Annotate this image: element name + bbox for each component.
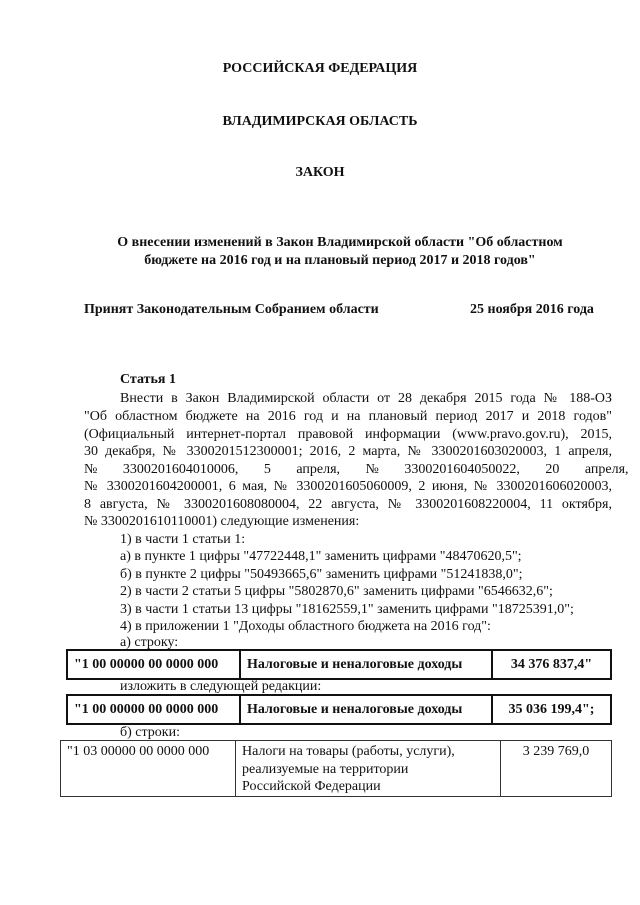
row-a-new-code: "1 00 00000 00 0000 000 xyxy=(67,695,240,724)
article-line-5: № 3300201604010006, 5 апреля, № 3300201604050022, 20 апреля, xyxy=(84,462,629,477)
article-line-3: (Официальный интернет-портал правовой информации (www.pravo.gov.ru), 2015, xyxy=(84,427,612,442)
header-federation: РОССИЙСКАЯ ФЕДЕРАЦИЯ xyxy=(222,61,418,76)
row-b-name-line-3: Российской Федерации xyxy=(242,779,381,794)
item-1: 1) в части 1 статьи 1: xyxy=(120,532,246,547)
item-1b: б) в пункте 2 цифры "50493665,6" заменить цифрами "51241838,0"; xyxy=(120,567,523,582)
table-row-a-old xyxy=(66,649,612,680)
table-row-a-new xyxy=(66,694,612,725)
law-title-line-1: О внесении изменений в Закон Владимирской области "Об областном xyxy=(117,235,563,250)
adoption-body: Принят Законодательным Собранием области xyxy=(84,302,379,317)
row-a-old-code: "1 00 00000 00 0000 000 xyxy=(67,650,240,679)
law-title-line-2: бюджете на 2016 год и на плановый период 2017 и 2018 годов" xyxy=(144,253,536,268)
article-line-4: 30 декабря, № 3300201512300001; 2016, 2 марта, № 3300201603020003, 1 апреля, xyxy=(84,444,612,459)
article-line-2: "Об областном бюджете на 2016 год и на плановый период 2017 и 2018 годов" xyxy=(84,409,612,424)
row-b-name xyxy=(236,741,501,797)
article-heading: Статья 1 xyxy=(120,372,176,387)
row-a-old-amount: 34 376 837,4" xyxy=(492,650,611,679)
item-4: 4) в приложении 1 "Доходы областного бюджета на 2016 год": xyxy=(120,619,491,634)
article-line-8: № 3300201610110001) следующие изменения: xyxy=(84,514,360,529)
article-line-1: Внести в Закон Владимирской области от 28 декабря 2015 года № 188-ОЗ xyxy=(120,391,612,406)
edit-note: изложить в следующей редакции: xyxy=(120,679,322,694)
item-3: 3) в части 1 статьи 13 цифры "18162559,1" заменить цифрами "18725391,0"; xyxy=(120,602,574,617)
table-row-b xyxy=(60,740,612,797)
row-b-code: "1 03 00000 00 0000 000 xyxy=(61,741,236,797)
row-a-old-name: Налоговые и неналоговые доходы xyxy=(240,650,492,679)
article-line-7: 8 августа, № 3300201608080004, 22 августа, № 3300201608220004, 11 октября, xyxy=(84,497,612,512)
row-a-new-amount: 35 036 199,4"; xyxy=(492,695,611,724)
item-2: 2) в части 2 статьи 5 цифры "5802870,6" заменить цифрами "6546632,6"; xyxy=(120,584,553,599)
row-b-name-line-2: реализуемые на территории xyxy=(242,761,409,777)
item-4b: б) строки: xyxy=(120,725,180,740)
header-region: ВЛАДИМИРСКАЯ ОБЛАСТЬ xyxy=(222,114,418,129)
document-type: ЗАКОН xyxy=(295,165,345,180)
item-4a: а) строку: xyxy=(120,635,179,650)
adoption-date: 25 ноября 2016 года xyxy=(470,302,594,317)
law-title xyxy=(60,234,620,270)
row-b-name-line-1: Налоги на товары (работы, услуги), xyxy=(242,744,455,759)
article-line-6: № 3300201604200001, 6 мая, № 3300201605060009, 2 июня, № 3300201606020003, xyxy=(84,479,612,494)
item-1a: а) в пункте 1 цифры "47722448,1" заменить цифрами "48470620,5"; xyxy=(120,549,522,564)
row-a-new-name: Налоговые и неналоговые доходы xyxy=(240,695,492,724)
row-b-amount: 3 239 769,0 xyxy=(501,741,612,797)
